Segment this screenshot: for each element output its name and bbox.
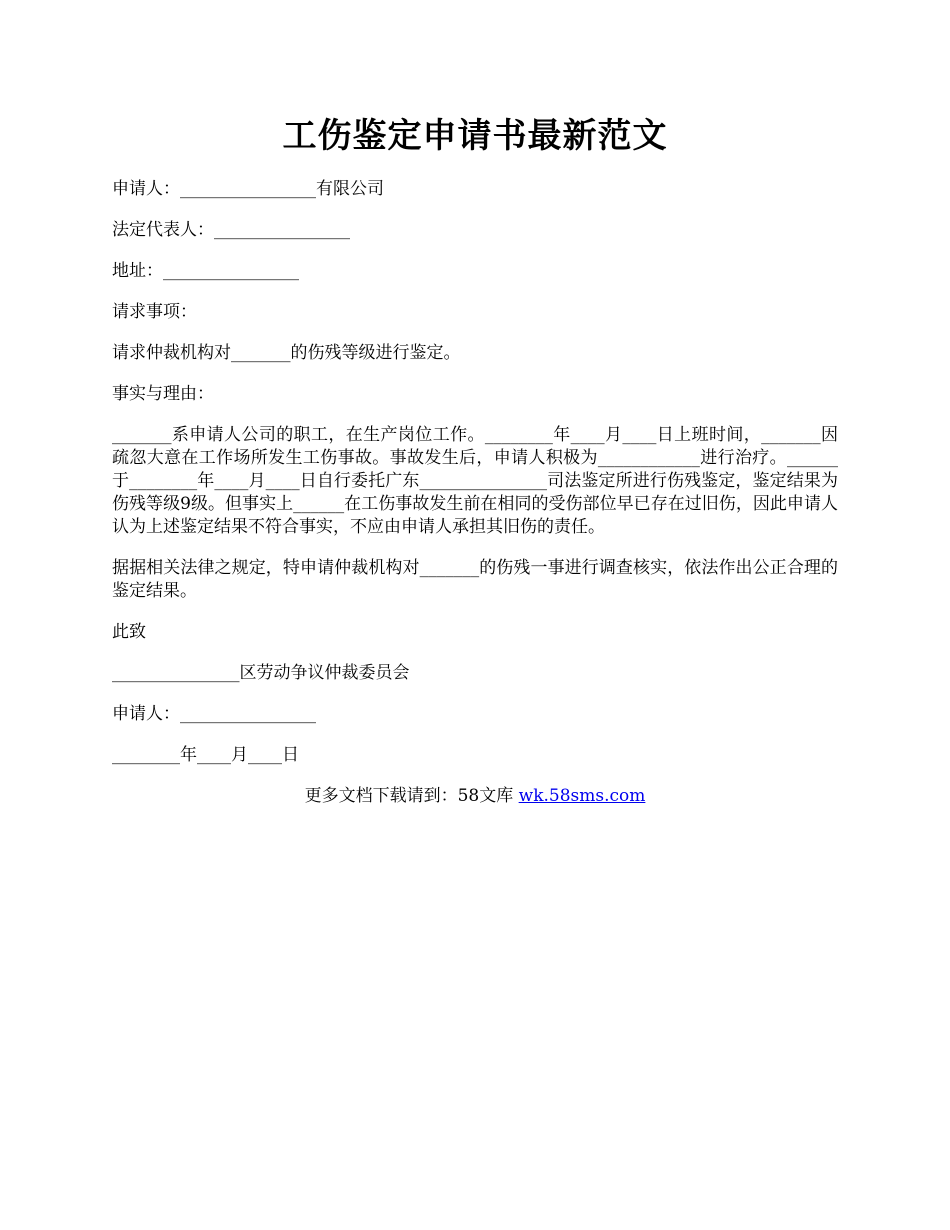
applicant-company-line: 申请人：________________有限公司 — [112, 179, 384, 199]
facts-reasons-text: _______系申请人公司的职工，在生产岗位工作。________年____月____日上班时间，_______因疏忽大意在工作场所发生工伤事故。事故发生后，申请人积极为____________进行治疗。______于________年____月____日自行委托广东_______________司法鉴定所进行伤残鉴定，鉴定结果为伤残等级9级。但事实上______在工伤事故发生前在相同的受伤部位早已存在过旧伤，因此申请人认为上述鉴定结果不符合事实，不应由申请人承担其旧伤的责任。 — [112, 425, 838, 537]
signature-applicant-line: 申请人：________________ — [112, 704, 316, 724]
salutation: 此致 — [112, 622, 146, 642]
request-items-text: 请求仲裁机构对_______的伤残等级进行鉴定。 — [112, 343, 461, 363]
date-line: ________年____月____日 — [112, 745, 299, 765]
document-title: 工伤鉴定申请书最新范文 — [282, 116, 668, 156]
footer-link[interactable]: wk.58sms.com — [518, 786, 646, 806]
download-footer — [112, 785, 838, 808]
facts-reasons-heading: 事实与理由： — [112, 384, 214, 404]
legal-basis-text: 据据相关法律之规定，特申请仲裁机构对_______的伤残一事进行调查核实，依法作出公正合理的鉴定结果。 — [112, 558, 838, 601]
footer-prefix: 更多文档下载请到：58文库 — [304, 786, 514, 806]
address-line: 地址：________________ — [112, 261, 299, 281]
recipient-committee: _______________区劳动争议仲裁委员会 — [112, 663, 410, 683]
legal-representative-line: 法定代表人：________________ — [112, 220, 350, 240]
request-items-heading: 请求事项： — [112, 302, 197, 322]
